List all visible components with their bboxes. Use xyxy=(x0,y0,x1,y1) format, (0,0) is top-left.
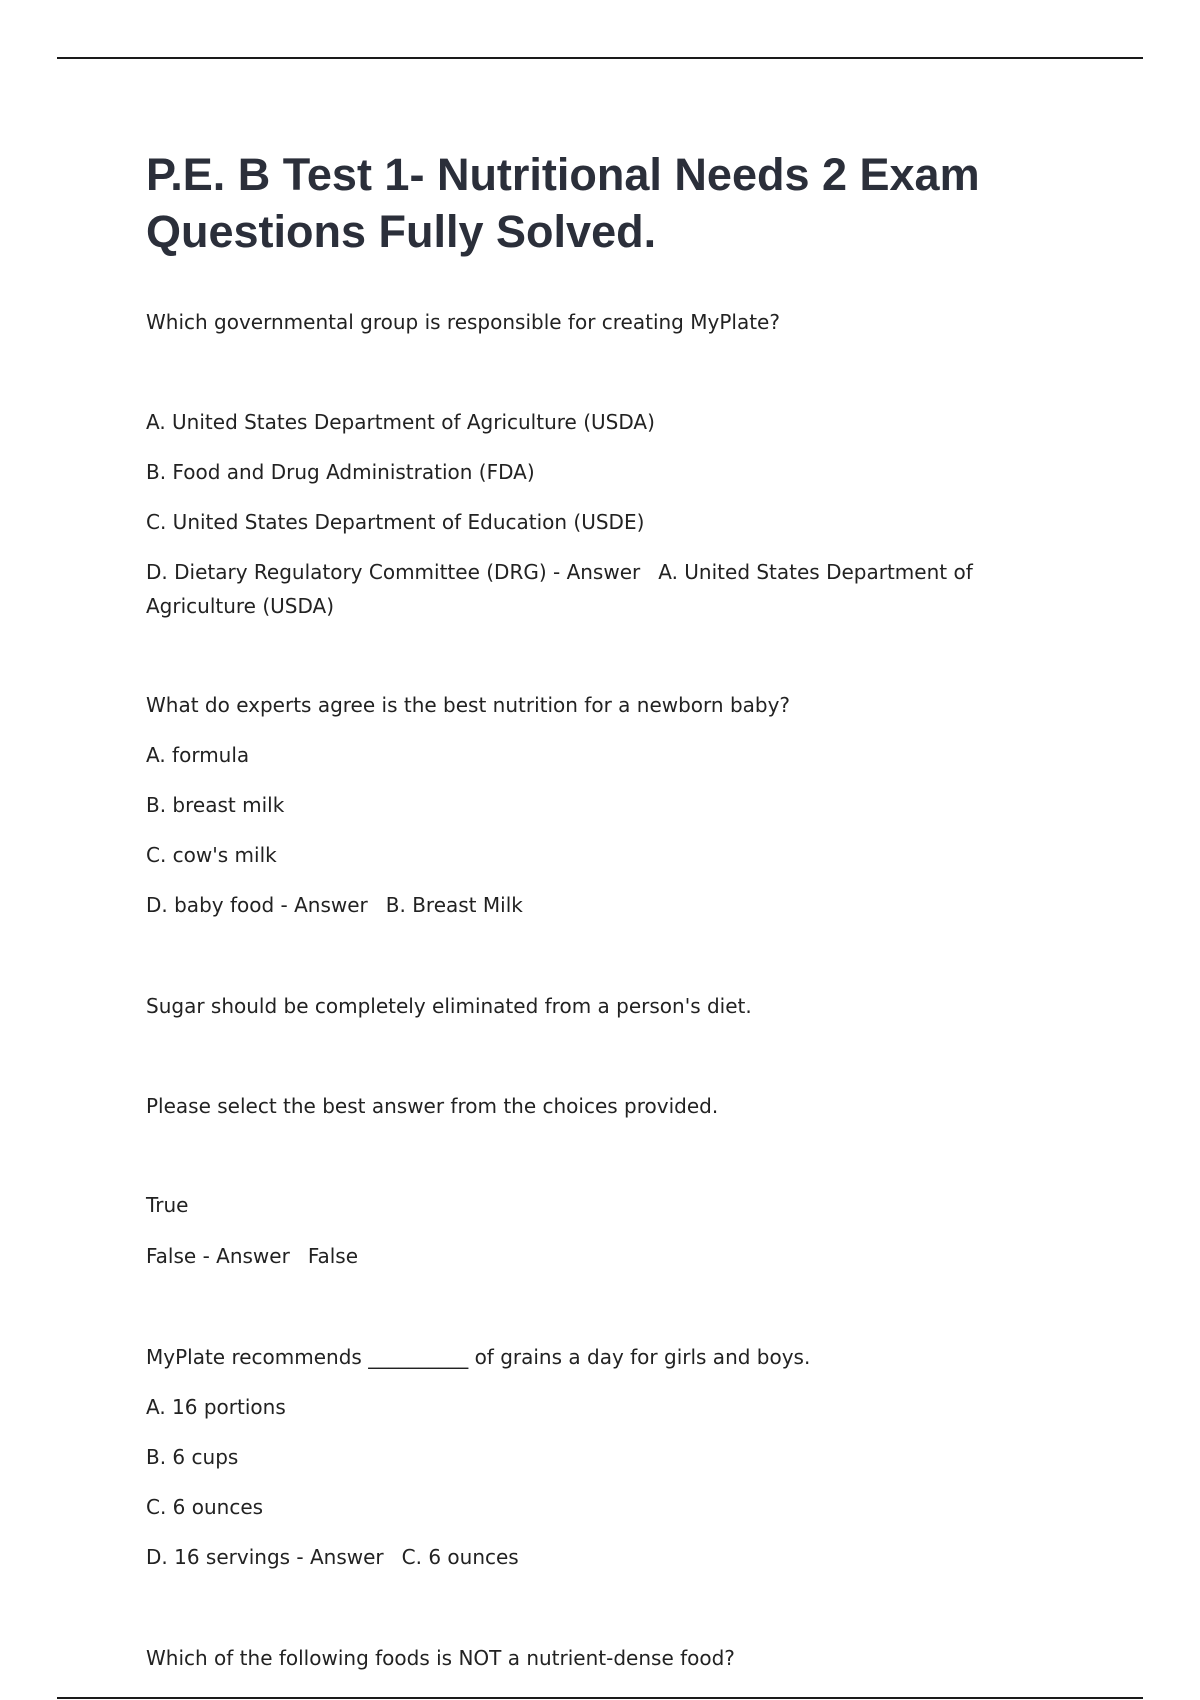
question-2-prompt: What do experts agree is the best nutrition for a newborn baby? xyxy=(146,693,791,717)
question-1-option-d: D. Dietary Regulatory Committee (DRG) - Answer xyxy=(146,560,641,584)
question-3-option-false-with-answer xyxy=(146,1239,1086,1273)
question-2-option-d: D. baby food - Answer xyxy=(146,893,368,917)
question-3-option-false: False - Answer xyxy=(146,1244,290,1268)
question-1-option-c: C. United States Department of Education (USDE) xyxy=(146,510,645,534)
question-2-option-a: A. formula xyxy=(146,743,250,767)
question-1-option-a: A. United States Department of Agriculture (USDA) xyxy=(146,410,655,434)
top-rule xyxy=(57,57,1143,59)
question-4-prompt: MyPlate recommends __________ of grains a day for girls and boys. xyxy=(146,1345,811,1369)
question-4-answer: C. 6 ounces xyxy=(401,1545,519,1569)
question-1-option-b: B. Food and Drug Administration (FDA) xyxy=(146,460,535,484)
bottom-rule xyxy=(57,1697,1143,1699)
question-4-option-d: D. 16 servings - Answer xyxy=(146,1545,384,1569)
question-5-prompt: Which of the following foods is NOT a nutrient-dense food? xyxy=(146,1646,735,1670)
question-4-option-c: C. 6 ounces xyxy=(146,1495,264,1519)
question-1-answer: A. United States Department of Agriculture (USDA) xyxy=(146,560,973,618)
question-2-option-d-with-answer xyxy=(146,888,1086,922)
question-4-option-a: A. 16 portions xyxy=(146,1395,286,1419)
question-3-answer: False xyxy=(307,1244,359,1268)
question-4-option-d-with-answer xyxy=(146,1540,1086,1574)
question-1-option-d-with-answer xyxy=(146,555,1086,623)
question-1-prompt: Which governmental group is responsible for creating MyPlate? xyxy=(146,310,780,334)
question-3-option-true: True xyxy=(146,1193,189,1217)
question-4-option-b: B. 6 cups xyxy=(146,1445,239,1469)
question-3-instruction: Please select the best answer from the choices provided. xyxy=(146,1094,719,1118)
document-title: P.E. B Test 1- Nutritional Needs 2 Exam Questions Fully Solved. xyxy=(146,149,980,257)
question-2-option-c: C. cow's milk xyxy=(146,843,277,867)
question-2-option-b: B. breast milk xyxy=(146,793,285,817)
question-3-prompt: Sugar should be completely eliminated from a person's diet. xyxy=(146,994,752,1018)
question-2-answer: B. Breast Milk xyxy=(385,893,523,917)
